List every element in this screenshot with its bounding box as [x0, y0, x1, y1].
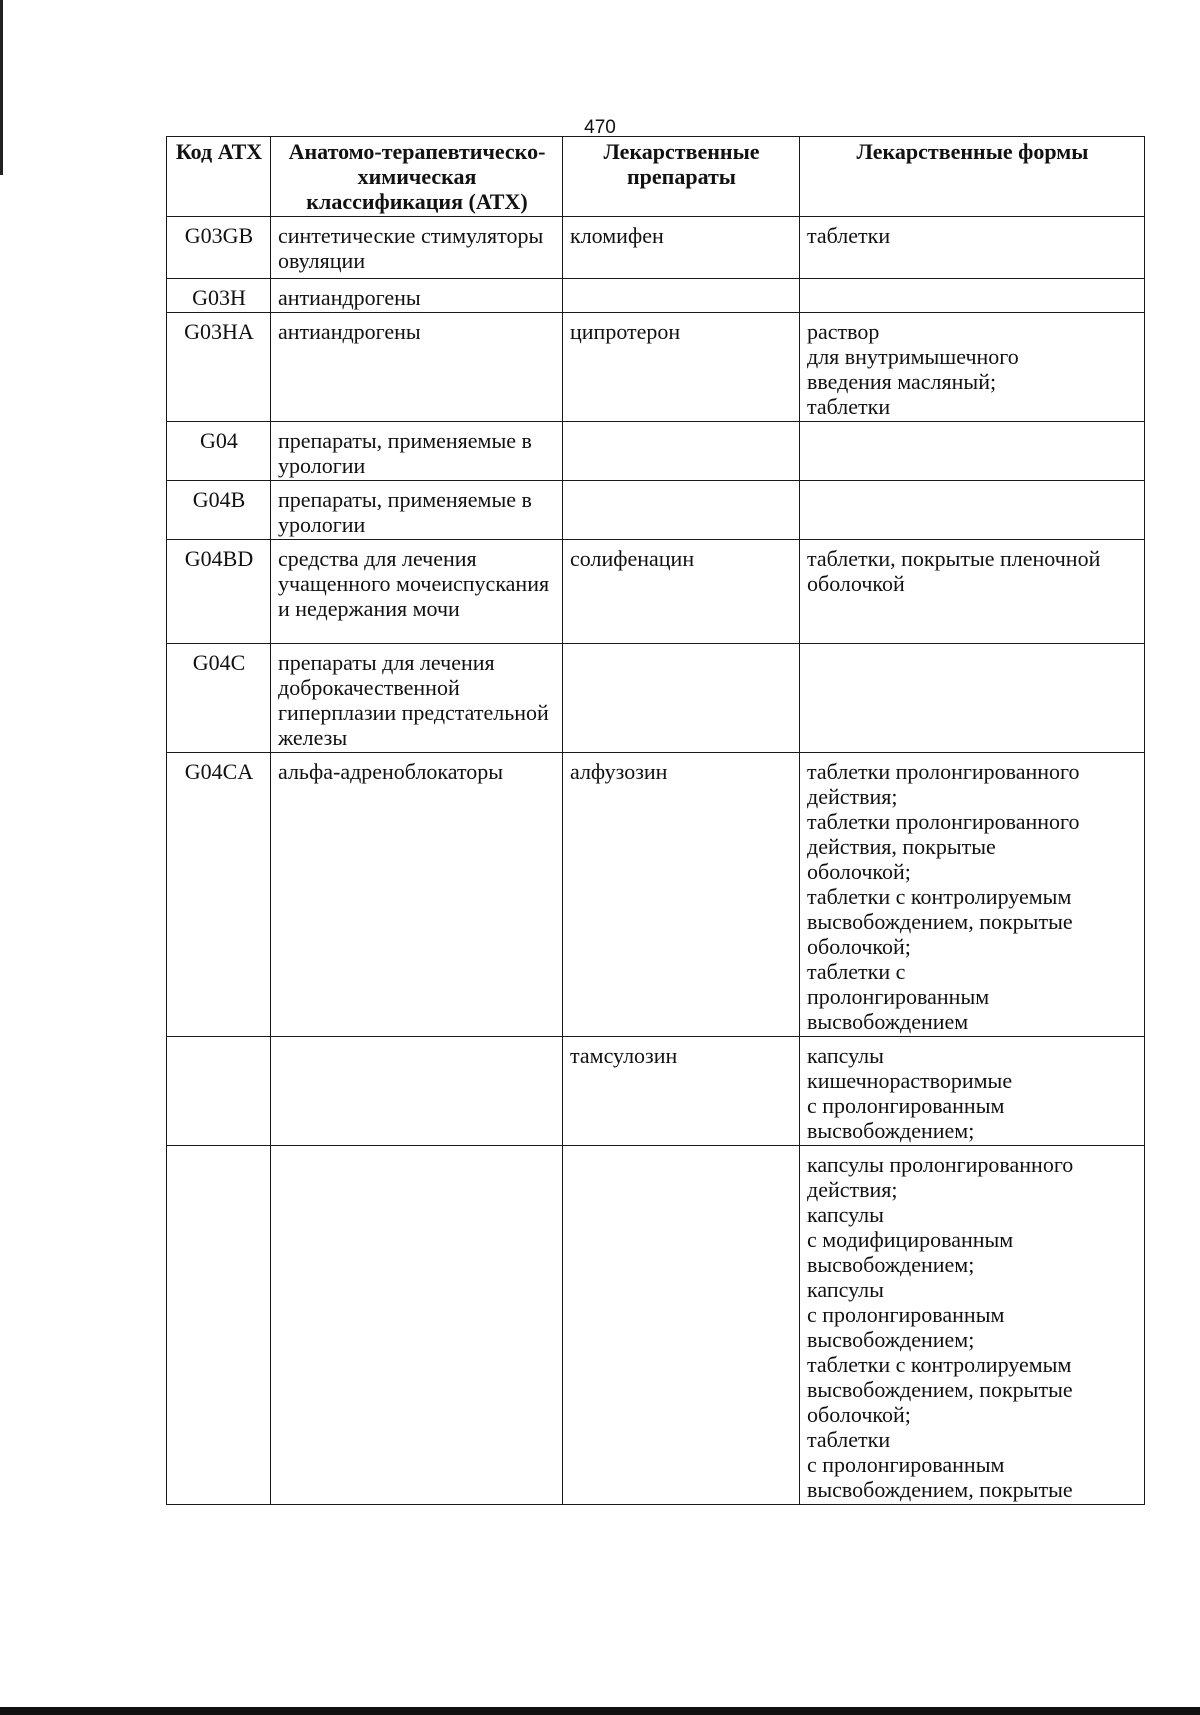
- cell-dosage-form: таблетки, покрытые пленочной оболочкой: [800, 540, 1145, 644]
- cell-drug: [563, 1146, 800, 1505]
- dosage-form-line: капсулы: [807, 1277, 884, 1302]
- cell-atx-code: G04C: [167, 644, 271, 753]
- table-row: [167, 753, 1145, 1037]
- table-row: [167, 540, 1145, 644]
- cell-classification: средства для лечения учащенного мочеиспускания и недержания мочи: [271, 540, 563, 644]
- cell-classification: синтетические стимуляторы овуляции: [271, 217, 563, 279]
- dosage-form-line: с пролонгированным: [807, 1302, 1005, 1327]
- cell-dosage-form: [800, 279, 1145, 313]
- cell-classification: препараты для лечения доброкачественной гиперплазии предстательной железы: [271, 644, 563, 753]
- dosage-form-line: высвобождением;: [807, 1327, 975, 1352]
- cell-dosage-form: [800, 1037, 1145, 1146]
- cell-drug: кломифен: [563, 217, 800, 279]
- table-row: [167, 1037, 1145, 1146]
- cell-atx-code: G04CA: [167, 753, 271, 1037]
- cell-atx-code: [167, 1037, 271, 1146]
- dosage-form-line: введения масляный;: [807, 369, 997, 394]
- cell-classification: антиандрогены: [271, 313, 563, 422]
- table-row: [167, 644, 1145, 753]
- cell-classification: [271, 1037, 563, 1146]
- dosage-form-line: высвобождением;: [807, 1118, 975, 1143]
- cell-atx-code: [167, 1146, 271, 1505]
- cell-atx-code: G03GB: [167, 217, 271, 279]
- dosage-form-line: таблетки: [807, 1427, 891, 1452]
- table-row: [167, 422, 1145, 481]
- dosage-form-line: оболочкой;: [807, 1402, 911, 1427]
- cell-drug: тамсулозин: [563, 1037, 800, 1146]
- dosage-form-line: капсулы: [807, 1202, 884, 1227]
- cell-drug: [563, 279, 800, 313]
- dosage-form-line: высвобождением: [807, 1009, 969, 1034]
- page-number: 470: [584, 117, 616, 138]
- table-row: [167, 481, 1145, 540]
- cell-dosage-form: [800, 644, 1145, 753]
- dosage-form-line: оболочкой;: [807, 859, 911, 884]
- header-code: Код АТХ: [167, 137, 271, 217]
- dosage-form-line: кишечнорастворимые: [807, 1068, 1013, 1093]
- dosage-form-line: для внутримышечного: [807, 344, 1019, 369]
- dosage-form-line: капсулы: [807, 1043, 884, 1068]
- dosage-form-line: высвобождением;: [807, 1252, 975, 1277]
- cell-atx-code: G04BD: [167, 540, 271, 644]
- cell-classification: препараты, применяемые в урологии: [271, 481, 563, 540]
- cell-atx-code: G03H: [167, 279, 271, 313]
- dosage-form-line: таблетки с контролируемым: [807, 884, 1072, 909]
- table-row: [167, 313, 1145, 422]
- cell-atx-code: G04: [167, 422, 271, 481]
- dosage-form-line: с пролонгированным: [807, 1452, 1005, 1477]
- cell-dosage-form: [800, 422, 1145, 481]
- table-header-row: [167, 137, 1145, 217]
- dosage-form-line: таблетки пролонгированного: [807, 809, 1080, 834]
- cell-drug: ципротерон: [563, 313, 800, 422]
- dosage-form-line: действия;: [807, 1177, 898, 1202]
- dosage-form-line: с пролонгированным: [807, 1093, 1005, 1118]
- dosage-form-line: высвобождением, покрытые: [807, 1377, 1073, 1402]
- cell-classification: антиандрогены: [271, 279, 563, 313]
- cell-atx-code: G03HA: [167, 313, 271, 422]
- dosage-form-line: действия, покрытые: [807, 834, 996, 859]
- cell-dosage-form: таблетки: [800, 217, 1145, 279]
- cell-atx-code: G04B: [167, 481, 271, 540]
- cell-drug: [563, 644, 800, 753]
- dosage-form-line: с модифицированным: [807, 1227, 1014, 1252]
- table-row: [167, 279, 1145, 313]
- cell-dosage-form: [800, 1146, 1145, 1505]
- header-classification: Анатомо-терапевтическо-химическая классификация (АТХ): [271, 137, 563, 217]
- dosage-form-line: таблетки с: [807, 959, 906, 984]
- dosage-form-line: высвобождением, покрытые: [807, 909, 1073, 934]
- cell-dosage-form: [800, 753, 1145, 1037]
- cell-drug: солифенацин: [563, 540, 800, 644]
- dosage-form-line: оболочкой;: [807, 934, 911, 959]
- dosage-form-line: таблетки с контролируемым: [807, 1352, 1072, 1377]
- header-drugs: Лекарственные препараты: [563, 137, 800, 217]
- cell-classification: [271, 1146, 563, 1505]
- dosage-form-line: раствор: [807, 319, 880, 344]
- dosage-form-line: капсулы пролонгированного: [807, 1152, 1074, 1177]
- dosage-form-line: пролонгированным: [807, 984, 990, 1009]
- table-row: [167, 217, 1145, 279]
- cell-classification: препараты, применяемые в урологии: [271, 422, 563, 481]
- atx-table: [166, 136, 1145, 1505]
- scan-edge-bottom: [0, 1707, 1200, 1715]
- cell-drug: [563, 422, 800, 481]
- cell-drug: [563, 481, 800, 540]
- dosage-form-line: таблетки пролонгированного: [807, 759, 1080, 784]
- dosage-form-line: действия;: [807, 784, 898, 809]
- dosage-form-line: таблетки: [807, 394, 891, 419]
- header-forms: Лекарственные формы: [800, 137, 1145, 217]
- table-row: [167, 1146, 1145, 1505]
- cell-dosage-form: [800, 481, 1145, 540]
- dosage-form-line: высвобождением, покрытые: [807, 1477, 1073, 1502]
- cell-classification: альфа-адреноблокаторы: [271, 753, 563, 1037]
- cell-drug: алфузозин: [563, 753, 800, 1037]
- cell-dosage-form: [800, 313, 1145, 422]
- scan-edge-left: [0, 0, 3, 175]
